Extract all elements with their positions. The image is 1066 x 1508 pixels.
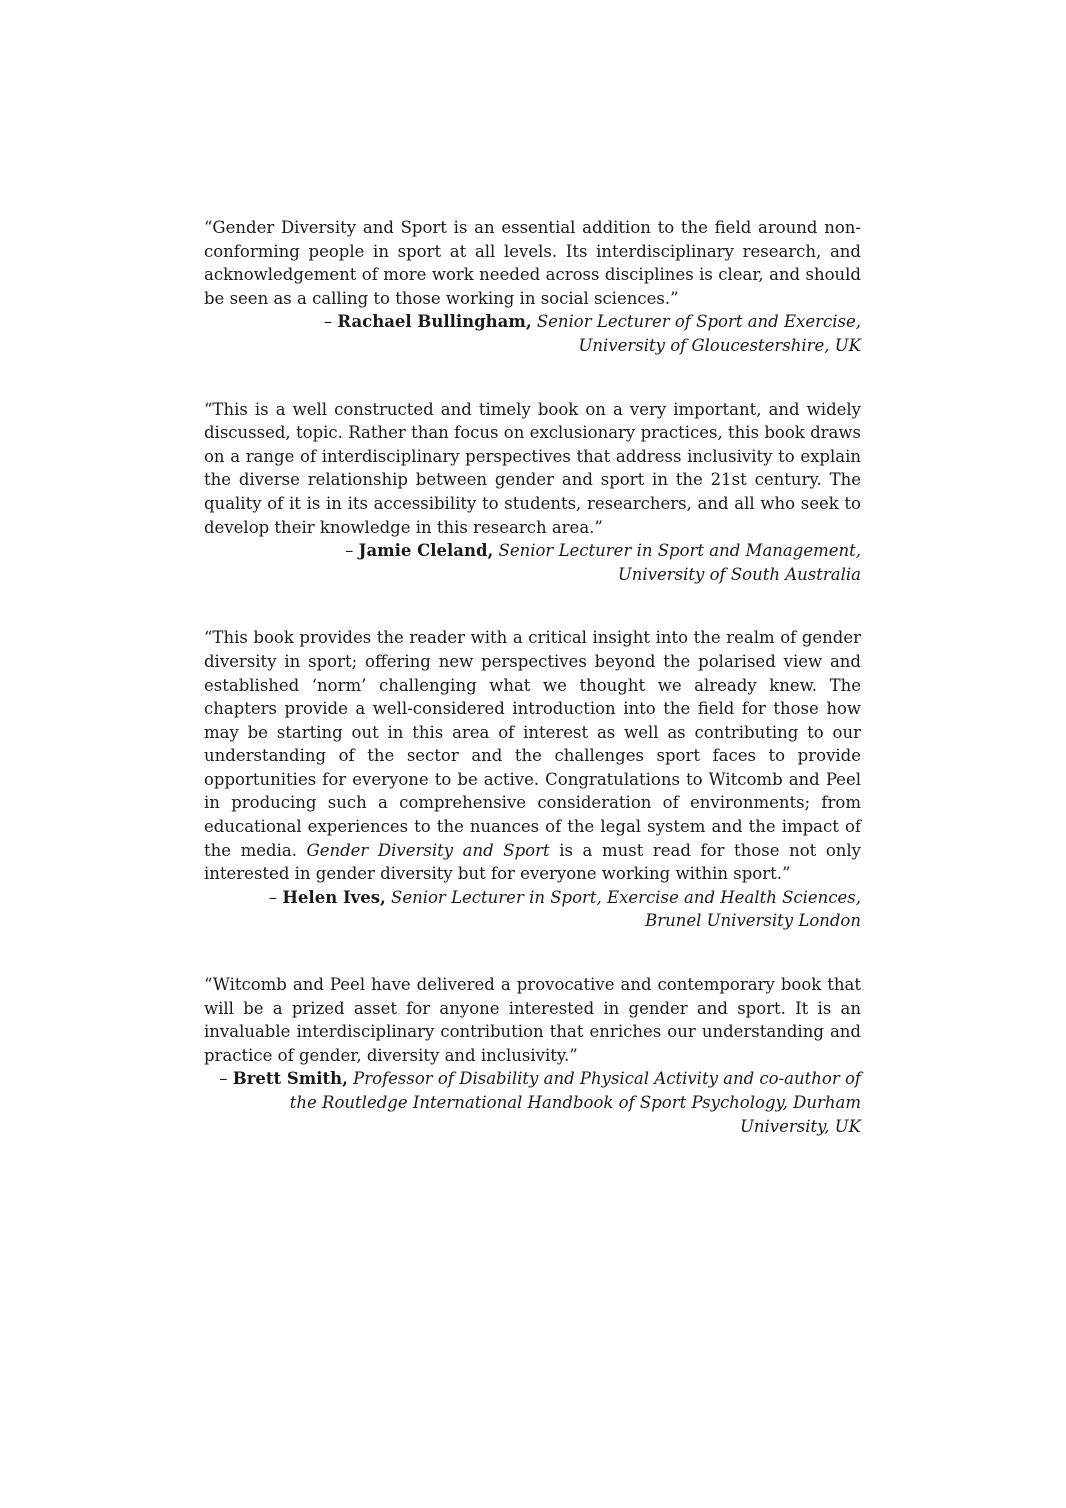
attribution-dash: – bbox=[219, 1069, 233, 1089]
endorser-role: Senior Lecturer in Sport and Management, University of South Australia bbox=[498, 541, 861, 584]
book-title: Gender Diversity and Sport bbox=[306, 840, 550, 860]
endorsement-attribution bbox=[204, 539, 861, 586]
endorser-role: Professor of Disability and Physical Activity and co-author of the Routledge International Handbook of Sport Psychology, Durham University, UK bbox=[289, 1069, 861, 1136]
endorsements-page bbox=[204, 216, 861, 1178]
endorser-name: Rachael Bullingham, bbox=[337, 312, 532, 332]
endorser-name: Brett Smith, bbox=[232, 1069, 348, 1089]
endorser-role: Senior Lecturer in Sport, Exercise and Health Sciences, Brunel University London bbox=[391, 887, 861, 931]
endorser-role: Senior Lecturer of Sport and Exercise, University of Gloucestershire, UK bbox=[536, 312, 861, 355]
endorsement-quote: “Gender Diversity and Sport is an essential addition to the field around non-conforming people in sport at all levels. Its interdisciplinary research, and acknowledgement of more work needed across disciplines is clear, and should be seen as a calling to those working in social sciences.” bbox=[204, 218, 861, 308]
endorsement-quote bbox=[204, 626, 861, 886]
quote-text-part1: “This book provides the reader with a critical insight into the realm of gender diversity in sport; offering new perspectives beyond the polarised view and established ‘norm’ challenging what we thought we already knew. The chapters provide a well-considered introduction into the field for those how may be starting out in this area of interest as well as contributing to our understanding of the sector and the challenges sport faces to provide opportunities for everyone to be active. Congratulations to Witcomb and Peel in producing such a comprehensive consideration of environments; from educational experiences to the nuances of the legal system and the impact of the media. bbox=[204, 628, 861, 860]
endorser-name: Jamie Cleland, bbox=[358, 541, 494, 561]
endorsement-ives bbox=[204, 626, 861, 933]
endorsement-cleland bbox=[204, 398, 861, 587]
endorsement-smith bbox=[204, 973, 861, 1138]
attribution-dash: – bbox=[345, 541, 359, 561]
endorsement-attribution bbox=[204, 886, 861, 933]
endorsement-attribution bbox=[204, 310, 861, 357]
endorsement-quote: “Witcomb and Peel have delivered a provocative and contemporary book that will be a prized asset for anyone interested in gender and sport. It is an invaluable interdisciplinary contribution that enriches our understanding and practice of gender, diversity and inclusivity.” bbox=[204, 975, 861, 1065]
attribution-dash: – bbox=[323, 312, 338, 332]
endorsement-attribution bbox=[204, 1067, 861, 1138]
endorser-name: Helen Ives, bbox=[282, 887, 386, 907]
attribution-dash: – bbox=[268, 887, 283, 907]
quote-text-part2: is a must read for those not only interested in gender diversity but for everyone working within sport.” bbox=[204, 840, 862, 884]
endorsement-bullingham bbox=[204, 216, 861, 358]
endorsement-quote: “This is a well constructed and timely book on a very important, and widely discussed, topic. Rather than focus on exclusionary practices, this book draws on a range of interdisciplinary perspectives that address inclusivity to explain the diverse relationship between gender and sport in the 21st century. The quality of it is in its accessibility to students, researchers, and all who seek to develop their knowledge in this research area.” bbox=[204, 399, 861, 537]
